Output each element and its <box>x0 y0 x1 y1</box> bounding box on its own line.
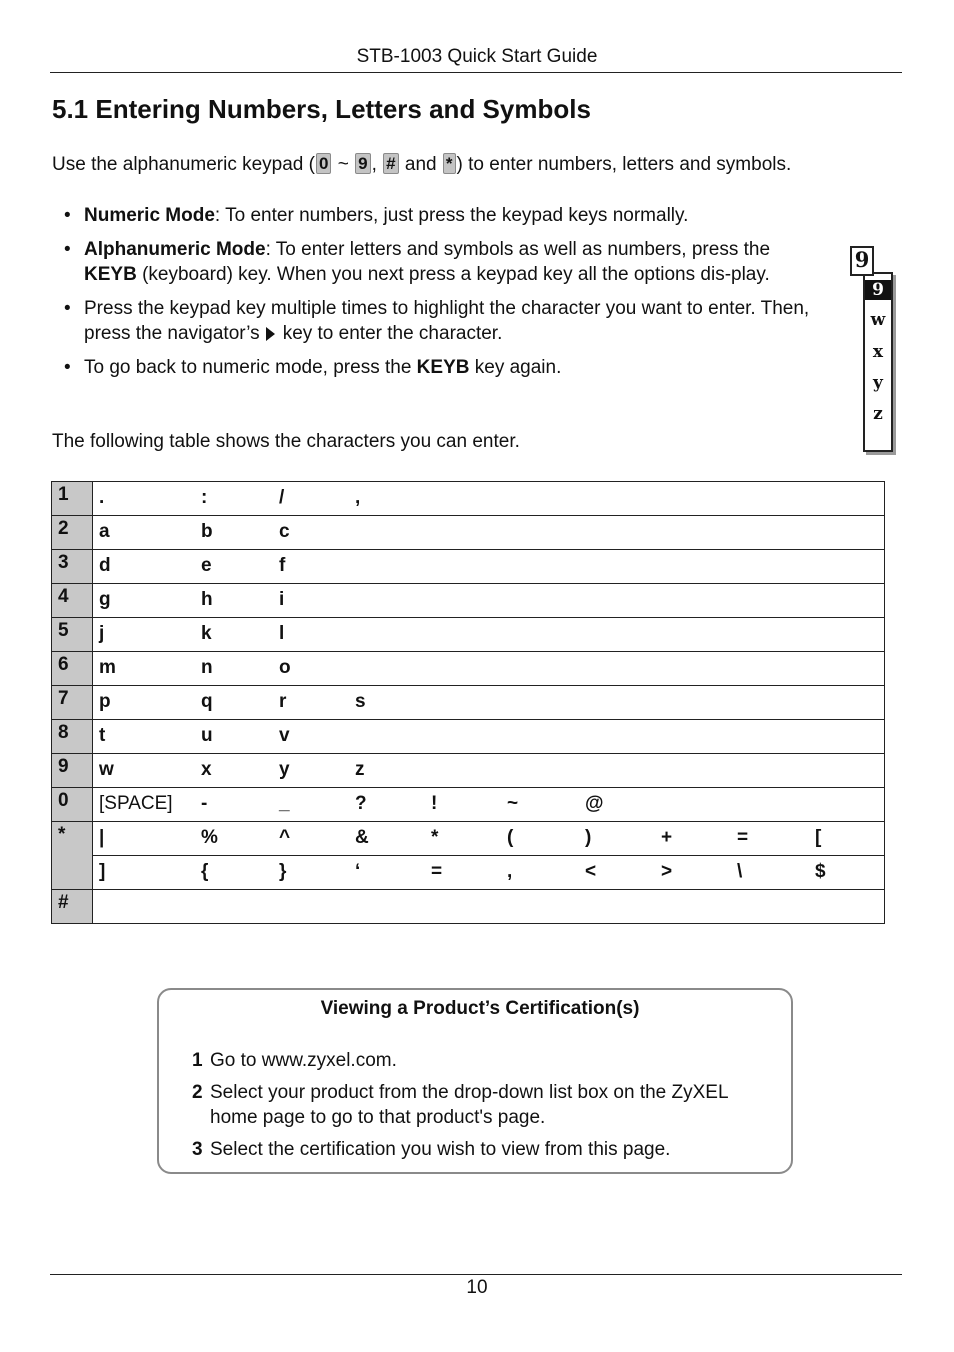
character-value: ] <box>99 861 106 882</box>
character-value: u <box>201 725 213 746</box>
option-x: x <box>872 342 884 362</box>
bullet-back-to-numeric: • To go back to numeric mode, press the KEYB key again. <box>64 357 562 378</box>
character-value: h <box>201 589 213 610</box>
numeric-mode-text: : To enter numbers, just press the keypad keys normally. <box>214 205 689 226</box>
characters-cell <box>93 584 885 618</box>
table-row <box>52 652 885 686</box>
character-value: _ <box>279 793 290 814</box>
intro-and: and <box>404 154 437 175</box>
character-value: g <box>99 589 111 610</box>
intro-text-end: ) to enter numbers, letters and symbols. <box>456 154 792 175</box>
key-cell: # <box>52 890 93 924</box>
press-multiple-text-1: Press the keypad key multiple times to highlight the character you want to enter. Then, press the navigator’s <box>84 298 810 344</box>
character-value: \ <box>737 861 743 882</box>
key-cell: 0 <box>52 788 93 822</box>
character-value: ^ <box>279 827 291 848</box>
characters-cell <box>93 754 885 788</box>
step-number: 3 <box>192 1139 203 1160</box>
table-row <box>52 516 885 550</box>
table-intro: The following table shows the characters you can enter. <box>52 431 520 452</box>
characters-cell <box>93 618 885 652</box>
key-0-icon: 0 <box>316 153 331 174</box>
character-value: < <box>585 861 597 882</box>
key-cell: 3 <box>52 550 93 584</box>
character-value: , <box>507 861 513 882</box>
table-row <box>52 720 885 754</box>
character-value: n <box>201 657 213 678</box>
callout-step <box>192 1137 762 1162</box>
step-number: 2 <box>192 1082 203 1103</box>
characters-cell <box>93 788 885 822</box>
key-cell: 9 <box>52 754 93 788</box>
character-value: a <box>99 521 110 542</box>
mode-bullet-list <box>52 203 822 389</box>
intro-paragraph <box>52 153 791 177</box>
key-cell: 6 <box>52 652 93 686</box>
table-row <box>52 754 885 788</box>
characters-cell <box>93 890 885 924</box>
character-value: { <box>201 861 209 882</box>
character-value: ‘ <box>355 861 361 882</box>
character-value: @ <box>585 793 604 814</box>
character-value: l <box>279 623 285 644</box>
character-value: k <box>201 623 212 644</box>
characters-cell <box>93 856 885 890</box>
intro-text-start: Use the alphanumeric keypad ( <box>52 154 315 175</box>
table-row <box>52 788 885 822</box>
keyb-label-2: KEYB <box>416 357 470 378</box>
back-numeric-text-2: key again. <box>469 357 562 378</box>
character-value: x <box>201 759 212 780</box>
bullet-alphanumeric-mode: • Alphanumeric Mode: To enter letters and symbols as well as numbers, press the KEYB (keyboard) key. When you next press a keypad key all the options dis-play. <box>64 239 771 285</box>
character-value: z <box>355 759 365 780</box>
numeric-mode-label: Numeric Mode <box>84 205 215 226</box>
character-value: s <box>355 691 366 712</box>
option-y: y <box>873 373 883 393</box>
section-heading: 5.1 Entering Numbers, Letters and Symbols <box>52 94 591 124</box>
keyb-label: KEYB <box>84 264 137 285</box>
alphanumeric-text-2: (keyboard) key. When you next press a keypad key all the options dis-play. <box>136 264 770 285</box>
character-value: v <box>279 725 290 746</box>
character-value: ! <box>431 793 438 814</box>
running-header: STB-1003 Quick Start Guide <box>356 46 598 67</box>
table-row <box>52 822 885 856</box>
character-value: w <box>99 759 114 780</box>
character-value: [ <box>815 827 822 848</box>
key-star-icon: * <box>443 153 456 174</box>
character-value: m <box>99 657 116 678</box>
step-text: Select your product from the drop-down list box on the ZyXEL home page to go to that product's page. <box>210 1082 728 1128</box>
page-number: 10 <box>466 1277 488 1298</box>
key-9-icon: 9 <box>355 153 370 174</box>
characters-cell <box>93 516 885 550</box>
step-text: Select the certification you wish to view from this page. <box>210 1139 671 1160</box>
character-value: > <box>661 861 673 882</box>
character-value: , <box>355 487 361 508</box>
character-value: | <box>99 827 105 848</box>
character-value: & <box>355 827 369 848</box>
option-w: w <box>870 310 886 330</box>
characters-cell <box>93 652 885 686</box>
alphanumeric-text-1: : To enter letters and symbols as well as numbers, press the <box>265 239 771 260</box>
character-value: q <box>201 691 213 712</box>
characters-cell <box>93 822 885 856</box>
character-value: - <box>201 793 208 814</box>
keypad-options-column <box>863 272 893 452</box>
character-value: [SPACE] <box>99 793 173 814</box>
characters-cell <box>93 720 885 754</box>
header-rule <box>50 72 902 73</box>
option-9: 9 <box>865 280 891 300</box>
callout-title: Viewing a Product’s Certification(s) <box>320 998 640 1019</box>
character-value: f <box>279 555 286 576</box>
table-row <box>52 618 885 652</box>
table-row <box>52 890 885 924</box>
character-value: % <box>201 827 218 848</box>
character-value: ~ <box>507 793 519 814</box>
character-value: ) <box>585 827 592 848</box>
character-value: d <box>99 555 111 576</box>
characters-cell <box>93 482 885 516</box>
table-row <box>52 550 885 584</box>
right-arrow-icon <box>266 327 275 341</box>
footer-rule <box>50 1274 902 1275</box>
character-value: j <box>99 623 105 644</box>
character-value: i <box>279 589 285 610</box>
step-text: Go to www.zyxel.com. <box>210 1050 397 1071</box>
character-value: p <box>99 691 111 712</box>
character-value: . <box>99 487 105 508</box>
character-table <box>51 481 885 924</box>
character-value: ( <box>507 827 514 848</box>
table-row <box>52 482 885 516</box>
character-value: c <box>279 521 290 542</box>
character-value: ? <box>355 793 367 814</box>
press-multiple-text-2: key to enter the character. <box>282 323 503 344</box>
callout-step <box>192 1080 752 1130</box>
alphanumeric-mode-label: Alphanumeric Mode <box>84 239 266 260</box>
character-value: * <box>431 827 439 848</box>
back-numeric-text-1: To go back to numeric mode, press the <box>84 357 417 378</box>
key-cell: 2 <box>52 516 93 550</box>
key-cell: 1 <box>52 482 93 516</box>
character-value: = <box>737 827 749 848</box>
step-number: 1 <box>192 1050 203 1071</box>
key-cell: 8 <box>52 720 93 754</box>
table-row <box>52 584 885 618</box>
keypad-options-illustration <box>849 244 899 456</box>
character-value: b <box>201 521 213 542</box>
character-value: } <box>279 861 287 882</box>
character-value: : <box>201 487 208 508</box>
bullet-press-multiple: • Press the keypad key multiple times to highlight the character you want to enter. Then, press the navigator’s key to enter the character. <box>64 298 810 344</box>
character-value: = <box>431 861 443 882</box>
bullet-numeric-mode: • Numeric Mode: To enter numbers, just press the keypad keys normally. <box>64 205 689 226</box>
characters-cell <box>93 686 885 720</box>
option-z: z <box>873 404 883 424</box>
character-value: + <box>661 827 673 848</box>
key-hash-icon: # <box>383 153 398 174</box>
character-value: r <box>279 691 287 712</box>
callout-step <box>192 1048 762 1073</box>
character-value: t <box>99 725 106 746</box>
character-value: $ <box>815 861 826 882</box>
key-cell: 5 <box>52 618 93 652</box>
character-value: o <box>279 657 291 678</box>
keypad-key-9: 9 <box>850 246 874 276</box>
characters-cell <box>93 550 885 584</box>
intro-comma: , <box>371 154 377 175</box>
intro-tilde: ~ <box>337 154 349 175</box>
character-value: y <box>279 759 290 780</box>
key-cell: 7 <box>52 686 93 720</box>
table-row <box>52 686 885 720</box>
table-row <box>52 856 885 890</box>
key-cell: 4 <box>52 584 93 618</box>
character-value: / <box>279 487 285 508</box>
key-cell: * <box>52 822 93 890</box>
character-value: e <box>201 555 212 576</box>
